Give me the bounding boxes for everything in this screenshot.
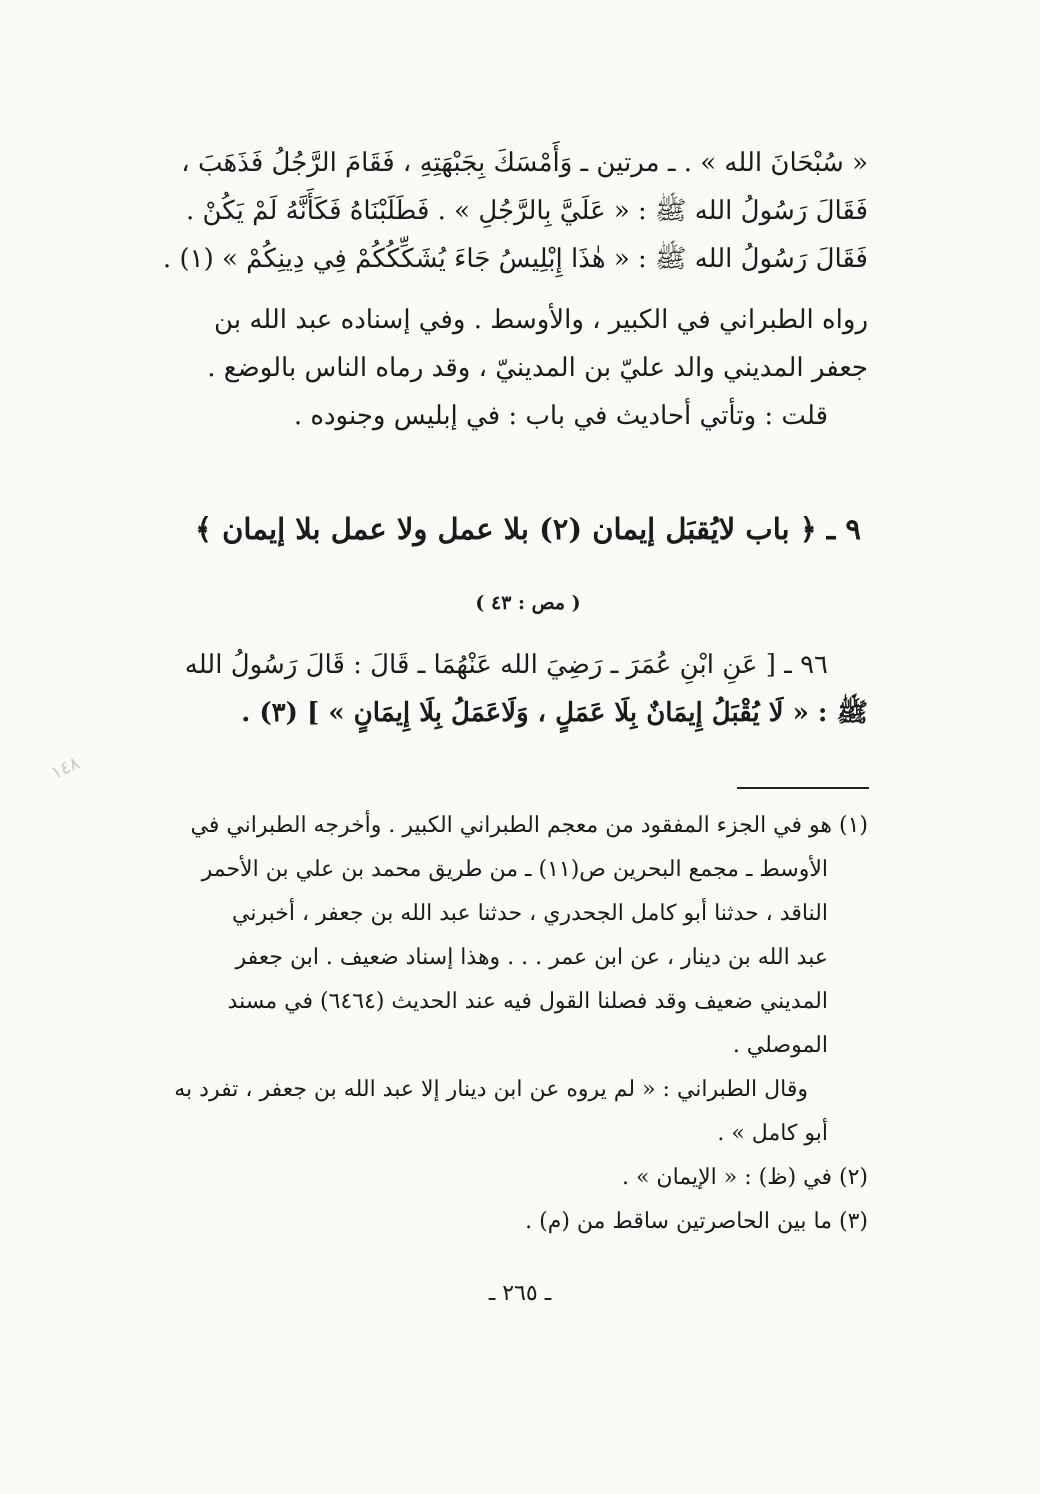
page-number: ـ ٢٦٥ ـ [488, 1281, 552, 1306]
hadith-continuation [162, 148, 868, 292]
footnote-line: الموصلي . [732, 1033, 828, 1058]
text-line: فَقَالَ رَسُولُ الله ﷺ : « عَلَيَّ بِالرَّجُلِ » . فَطَلَبْنَاهُ فَكَأَنَّهُ لَمْ يَكُنْ . [185, 196, 868, 226]
footnote-line: عبد الله بن دينار ، عن ابن عمر . . . وهذا إسناد ضعيف . ابن جعفر [235, 945, 828, 970]
text-line: جعفر المديني والد عليّ بن المدينيّ ، وقد رماه الناس بالوضع . [207, 353, 868, 383]
footnote-line: (١) هو في الجزء المفقود من معجم الطبراني الكبير . وأخرجه الطبراني في [190, 813, 868, 838]
footnote-line: الأوسط ـ مجمع البحرين ص(١١) ـ من طريق محمد بن علي بن الأحمر [201, 857, 828, 882]
text-line: قلت : وتأتي أحاديث في باب : في إبليس وجنوده . [293, 401, 828, 431]
bleed-through-mark: ١٤٨ [47, 752, 83, 784]
footnote-line: (٢) في (ظ) : « الإيمان » . [621, 1165, 868, 1190]
commentary-paragraph [188, 305, 868, 449]
source-reference: ( مص : ٤٣ ) [475, 592, 581, 614]
footnotes [174, 812, 868, 1252]
text-line: « سُبْحَانَ الله » . ـ مرتين ـ وَأَمْسَكَ بِجَبْهَتِهِ ، فَقَامَ الرَّجُلُ فَذَهَبَ ، [181, 148, 868, 178]
hadith-96 [184, 650, 868, 746]
footnote-separator [737, 787, 869, 789]
footnote-line: الناقد ، حدثنا أبو كامل الجحدري ، حدثنا عبد الله بن جعفر ، أخبرني [232, 901, 828, 926]
text-line: رواه الطبراني في الكبير ، والأوسط . وفي إسناده عبد الله بن [214, 305, 868, 335]
footnote-line: وقال الطبراني : « لم يروه عن ابن دينار إلا عبد الله بن جعفر ، تفرد به [174, 1077, 808, 1102]
footnote-line: المديني ضعيف وقد فصلنا القول فيه عند الحديث (٦٤٦٤) في مسند [227, 989, 828, 1014]
footnote-line: (٣) ما بين الحاصرتين ساقط من (م) . [525, 1209, 868, 1234]
text-line: ﷺ : « لَا يُقْبَلُ إِيمَانٌ بِلَا عَمَلٍ ، وَلَاعَمَلُ بِلَا إِيمَانٍ » ] (٣) . [241, 698, 868, 728]
chapter-heading: ٩ ـ ﴿ باب لايُقبَل إيمان (٢) بلا عمل ولا عمل بلا إيمان ﴾ [195, 512, 861, 546]
text-line: ٩٦ ـ [ عَنِ ابْنِ عُمَرَ ـ رَضِيَ الله عَنْهُمَا ـ قَالَ : قَالَ رَسُولُ الله [184, 650, 828, 680]
footnote-line: أبو كامل » . [717, 1121, 828, 1146]
text-line: فَقَالَ رَسُولُ الله ﷺ : « هٰذَا إِبْلِيسُ جَاءَ يُشَكِّكُكُمْ فِي دِينِكُمْ » (١) . [162, 244, 868, 274]
